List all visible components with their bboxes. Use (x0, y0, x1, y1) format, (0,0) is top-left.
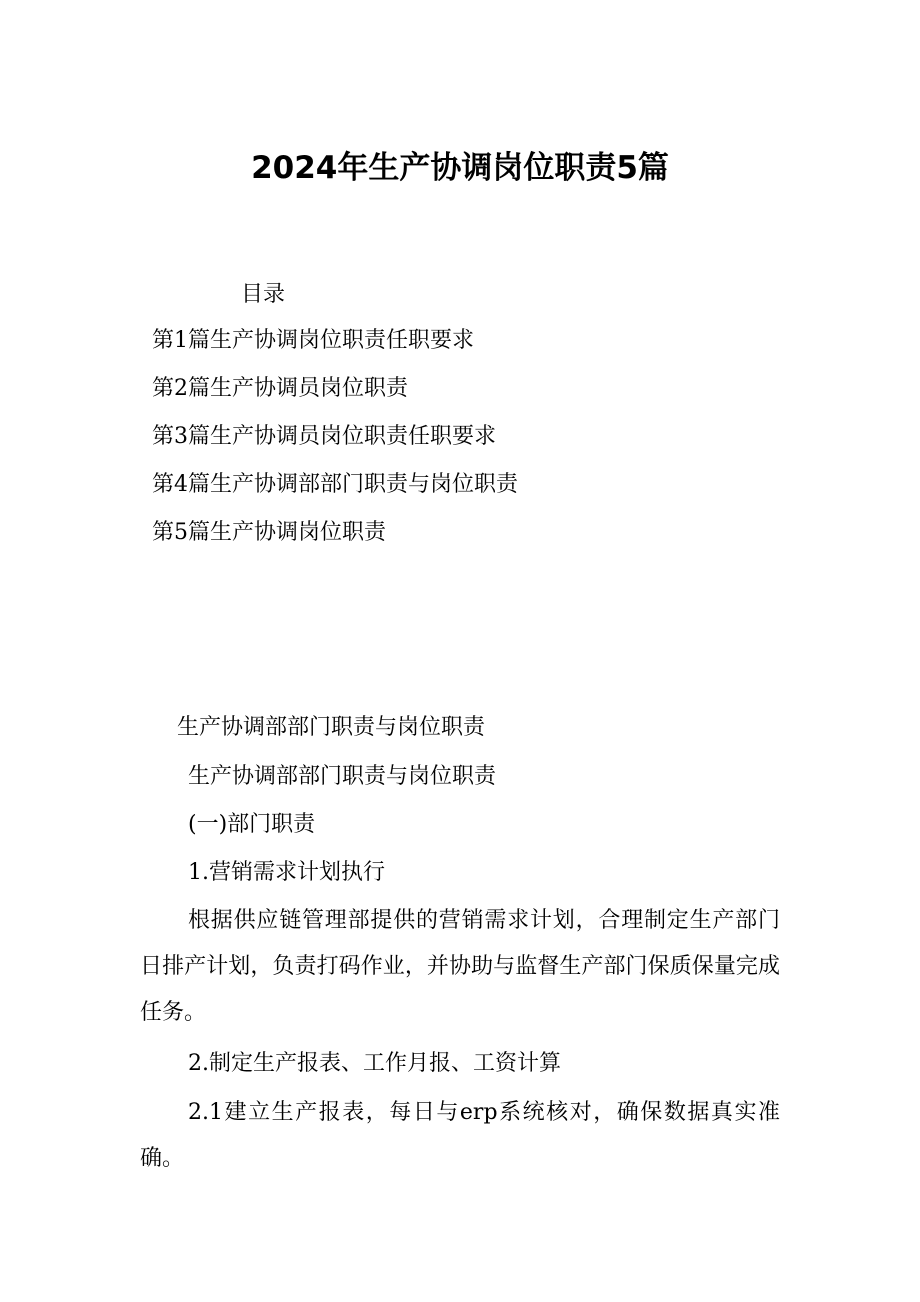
item-1-body: 根据供应链管理部提供的营销需求计划，合理制定生产部门日排产计划，负责打码作业，并协助与监督生产部门保质保量完成任务。 (140, 908, 780, 1025)
toc-item: 第4篇生产协调部部门职责与岗位职责 (152, 472, 518, 497)
toc-item: 第3篇生产协调员岗位职责任职要求 (152, 424, 496, 449)
toc-item: 第5篇生产协调岗位职责 (152, 520, 386, 545)
section-subheading: 生产协调部部门职责与岗位职责 (188, 764, 497, 789)
section-heading: 生产协调部部门职责与岗位职责 (177, 715, 486, 740)
toc-item: 第2篇生产协调员岗位职责 (152, 376, 408, 401)
document-title: 2024年生产协调岗位职责5篇 (251, 150, 669, 186)
item-2-1-body: 2.1建立生产报表，每日与erp系统核对，确保数据真实准确。 (140, 1100, 780, 1171)
table-of-contents (152, 326, 518, 566)
item-2-title: 2.制定生产报表、工作月报、工资计算 (188, 1051, 561, 1076)
item-1-title: 1.营销需求计划执行 (188, 860, 385, 885)
toc-item: 第1篇生产协调岗位职责任职要求 (152, 328, 474, 353)
toc-heading: 目录 (241, 282, 286, 307)
part-title: (一)部门职责 (188, 812, 316, 837)
